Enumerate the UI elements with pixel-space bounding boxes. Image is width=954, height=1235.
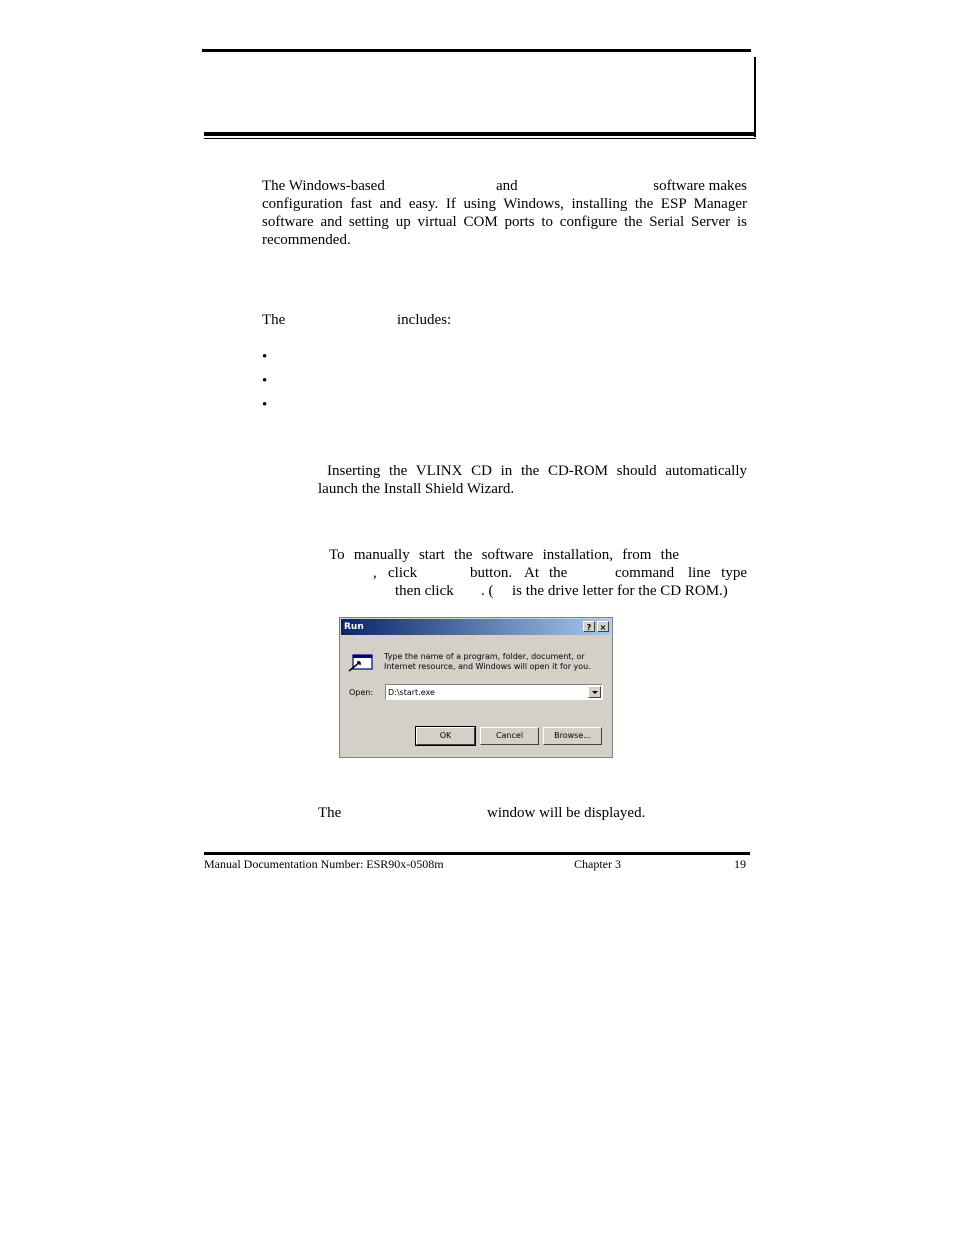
open-label: Open:: [349, 688, 374, 697]
step-manual-at: At: [524, 565, 539, 581]
step-manual-drive-note: is the drive letter for the CD ROM.): [512, 583, 728, 599]
includes-word: includes:: [397, 312, 452, 328]
bullet-1: •: [262, 349, 268, 365]
browse-button[interactable]: Browse...: [543, 727, 602, 745]
step-manual-button: button.: [470, 565, 513, 581]
intro-line1-part2: and: [496, 178, 518, 194]
step-manual-paren: . (: [481, 583, 494, 599]
footer-rule: [204, 852, 750, 855]
step-manual-the: the: [549, 565, 568, 581]
run-dialog-titlebar: [341, 619, 611, 635]
step-cd-paragraph: [318, 462, 747, 498]
run-dialog: [339, 617, 613, 758]
bullet-3: •: [262, 397, 268, 413]
header-right-rule: [754, 57, 756, 137]
run-program-icon: [348, 653, 374, 673]
intro-paragraph: [262, 177, 747, 249]
cancel-button[interactable]: Cancel: [480, 727, 539, 745]
includes-the: The: [262, 312, 286, 328]
footer-chapter: Chapter 3: [574, 857, 621, 871]
open-input[interactable]: [388, 686, 578, 698]
step-manual-line: line: [688, 565, 711, 581]
help-icon[interactable]: ?: [583, 621, 595, 632]
ok-button[interactable]: OK: [416, 727, 475, 745]
step-manual-comma: ,: [373, 565, 377, 581]
displayed-the: The: [318, 805, 342, 821]
footer-doc-number: Manual Documentation Number: ESR90x-0508m: [204, 857, 444, 871]
intro-line1-part1: The Windows-based: [262, 178, 385, 194]
displayed-rest: window will be displayed.: [487, 805, 646, 821]
run-dialog-title: Run: [344, 622, 364, 632]
step-manual-click: click: [388, 565, 418, 581]
step-cd-line1: Inserting the VLINX CD in the CD-ROM should automatically: [327, 463, 747, 479]
chevron-down-icon[interactable]: [588, 686, 601, 698]
step-manual-command: command: [615, 565, 675, 581]
run-dialog-description: Type the name of a program, folder, document, or Internet resource, and Windows will open it for you.: [384, 652, 591, 671]
header-bottom-thin-rule: [204, 138, 756, 139]
intro-line3: software and setting up virtual COM ports to configure the Serial Server is: [262, 214, 747, 230]
bullet-2: •: [262, 373, 268, 389]
intro-line1-part3: software makes: [653, 178, 747, 194]
open-combobox[interactable]: [385, 684, 603, 700]
step-manual-type: type: [721, 565, 747, 581]
close-icon[interactable]: ×: [597, 621, 609, 632]
step-manual-line1: To manually start the software installation, from the: [329, 547, 679, 563]
step-manual-paragraph: [318, 546, 747, 600]
header-bottom-rule: [204, 132, 756, 136]
intro-line2: configuration fast and easy. If using Windows, installing the ESP Manager: [262, 196, 747, 212]
step-cd-line2: launch the Install Shield Wizard.: [318, 481, 515, 497]
intro-line4: recommended.: [262, 232, 351, 248]
step-manual-then-click: then click: [395, 583, 454, 599]
header-top-rule: [202, 49, 751, 52]
footer-page-number: 19: [734, 857, 746, 871]
